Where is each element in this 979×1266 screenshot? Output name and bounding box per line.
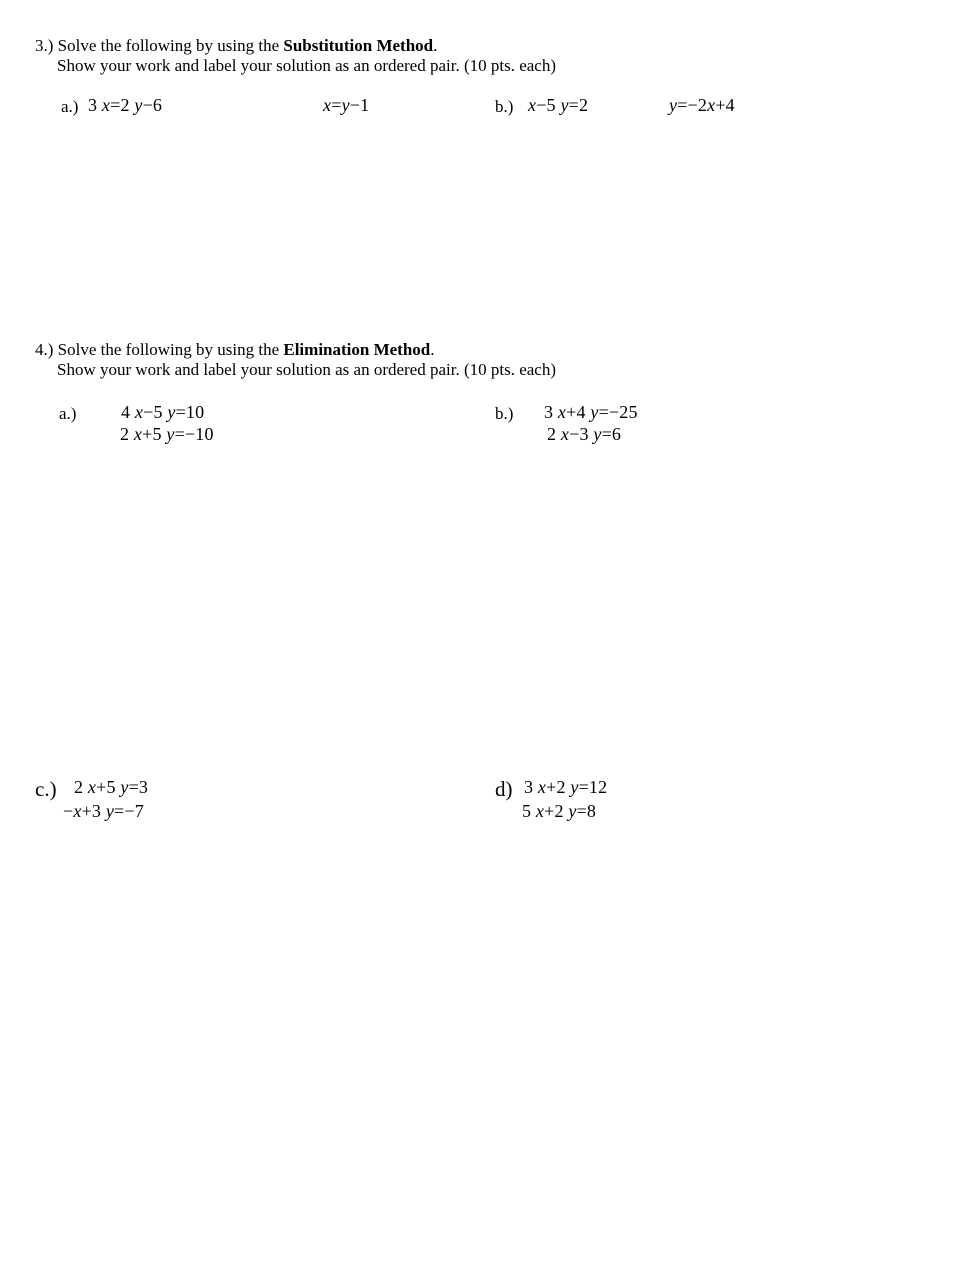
eq-part: 2 — [74, 777, 84, 797]
eq-var: x — [73, 801, 82, 821]
eq-part: −5 — [536, 95, 556, 115]
eq-var: y — [134, 95, 143, 115]
eq-part: =3 — [128, 777, 149, 797]
q3-instruction-period: . — [433, 36, 438, 55]
eq-var: y — [341, 95, 350, 115]
q4-d-label: d) — [495, 777, 513, 801]
eq-var: x — [133, 424, 143, 444]
eq-var: x — [101, 95, 111, 115]
eq-part: = — [331, 95, 342, 115]
q4-method-name: Elimination Method — [283, 340, 431, 359]
eq-part: =6 — [601, 424, 622, 444]
eq-part: =−7 — [114, 801, 144, 821]
eq-part: =−10 — [174, 424, 214, 444]
eq-var: y — [167, 402, 176, 422]
eq-part: =−2 — [677, 95, 708, 115]
q4-instruction-period: . — [430, 340, 435, 359]
eq-part: =12 — [578, 777, 608, 797]
eq-part: − — [63, 801, 74, 821]
q3-instruction-line2: Show your work and label your solution as an ordered pair. (10 pts. each) — [57, 56, 557, 75]
q4-b-label: b.) — [495, 404, 514, 423]
q4-b-equation-2 — [547, 424, 621, 445]
q4-instruction — [35, 340, 435, 360]
eq-var: x — [557, 402, 567, 422]
eq-var: y — [120, 777, 129, 797]
q3-a-label: a.) — [61, 97, 79, 116]
eq-part: +3 — [81, 801, 102, 821]
eq-var: x — [560, 424, 570, 444]
q3-b-equation-2 — [669, 95, 735, 116]
eq-part: −5 — [143, 402, 163, 422]
eq-part: 3 — [544, 402, 554, 422]
q4-instruction-line2: Show your work and label your solution as an ordered pair. (10 pts. each) — [57, 360, 557, 379]
q4-c-equation-1 — [74, 777, 148, 798]
eq-var: x — [707, 95, 716, 115]
eq-part: +5 — [142, 424, 162, 444]
q4-b-equation-1 — [544, 402, 638, 423]
eq-part: =2 — [110, 95, 130, 115]
q3-b-label: b.) — [495, 97, 514, 116]
eq-part: 5 — [522, 801, 532, 821]
eq-part: −6 — [142, 95, 163, 115]
eq-var: y — [166, 424, 175, 444]
eq-var: y — [570, 777, 579, 797]
eq-var: y — [590, 402, 599, 422]
q3-instruction-text: 3.) Solve the following by using the — [35, 36, 284, 55]
q3-instruction — [35, 36, 437, 56]
eq-part: +4 — [715, 95, 735, 115]
eq-part: +2 — [544, 801, 564, 821]
eq-part: 4 — [121, 402, 131, 422]
q3-a-equation-1 — [88, 95, 162, 116]
eq-part: =−25 — [598, 402, 638, 422]
eq-var: x — [134, 402, 144, 422]
eq-part: =8 — [576, 801, 597, 821]
eq-var: y — [105, 801, 115, 821]
q4-c-equation-2 — [63, 801, 144, 822]
eq-part: 2 — [120, 424, 130, 444]
q3-method-name: Substitution Method — [283, 36, 434, 55]
eq-var: x — [528, 95, 537, 115]
eq-part: 3 — [88, 95, 98, 115]
q4-a-label: a.) — [59, 404, 77, 423]
eq-part: =10 — [175, 402, 205, 422]
eq-var: y — [568, 801, 577, 821]
q4-instruction-text: 4.) Solve the following by using the — [35, 340, 284, 359]
eq-part: +2 — [546, 777, 566, 797]
eq-part: −3 — [569, 424, 589, 444]
q4-a-equation-1 — [121, 402, 204, 423]
eq-var: x — [537, 777, 547, 797]
q4-a-equation-2 — [120, 424, 214, 445]
eq-var: x — [535, 801, 545, 821]
eq-part: 3 — [524, 777, 534, 797]
eq-part: =2 — [568, 95, 589, 115]
eq-var: y — [560, 95, 569, 115]
eq-part: +4 — [566, 402, 586, 422]
eq-part: −1 — [349, 95, 370, 115]
eq-var: y — [593, 424, 602, 444]
eq-var: x — [323, 95, 332, 115]
eq-var: x — [87, 777, 97, 797]
q4-c-label: c.) — [35, 777, 57, 801]
q4-d-equation-1 — [524, 777, 607, 798]
q4-d-equation-2 — [522, 801, 596, 822]
eq-part: +5 — [96, 777, 116, 797]
eq-var: y — [669, 95, 678, 115]
q3-b-equation-1 — [528, 95, 588, 116]
eq-part: 2 — [547, 424, 557, 444]
q3-a-equation-2 — [323, 95, 369, 116]
